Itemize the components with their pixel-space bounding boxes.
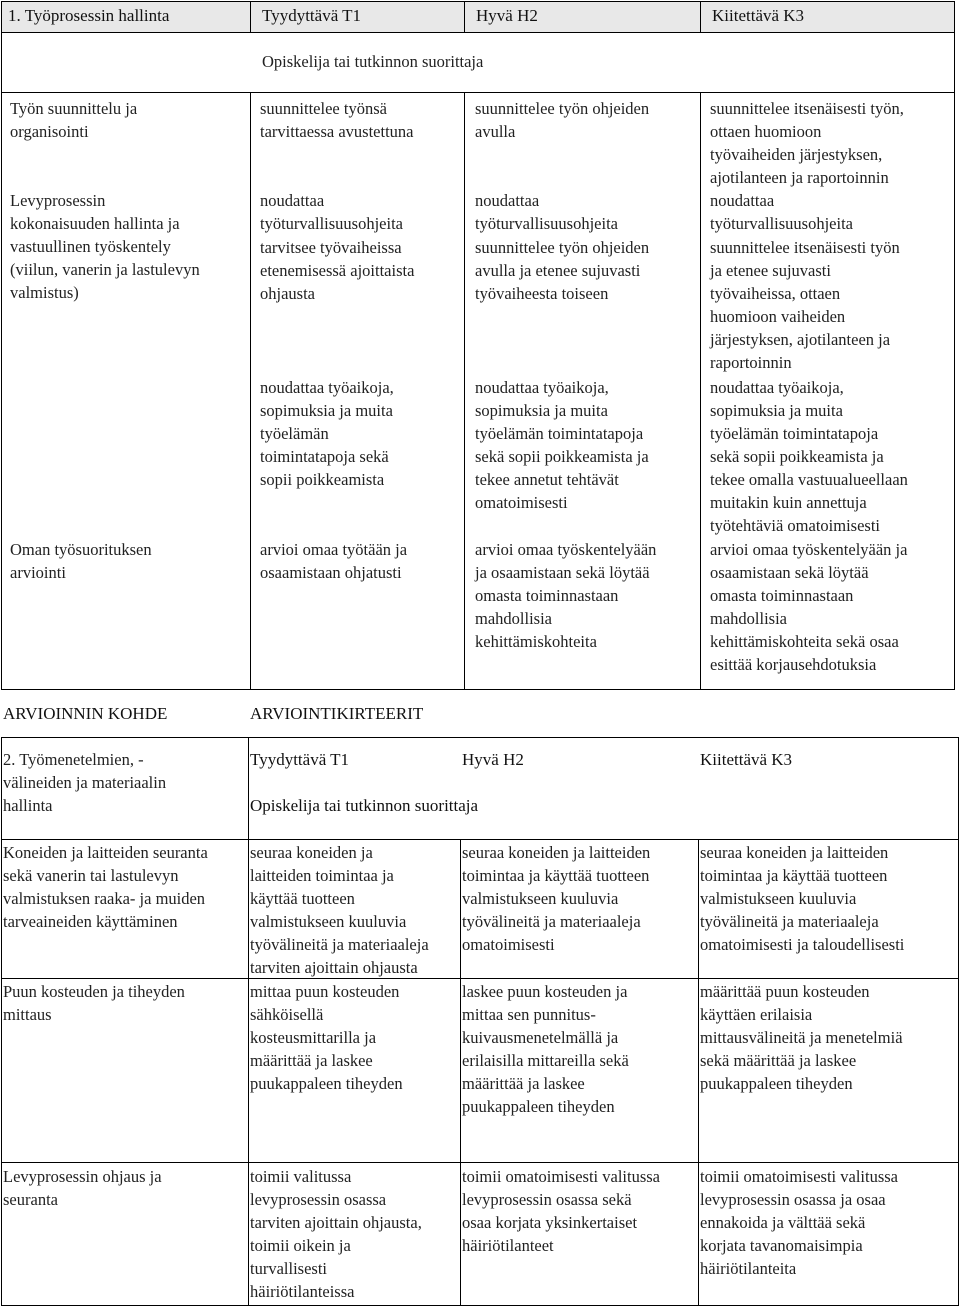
table2-row1-t1: seuraa koneiden ja laitteiden toimintaa ja käyttää tuotteen valmistukseen kuuluvia työvälineitä ja materiaaleja tarviten ajoittain ohjausta	[250, 843, 429, 977]
table1-header-h2: Hyvä H2	[476, 6, 538, 25]
table2-row3-k3: toimii omatoimisesti valitussa levyprosessin osassa ja osaa ennakoida ja välttää sekä korjata tavanomaisimpia häiriötilanteita	[700, 1167, 898, 1278]
table2-header-t1: Tyydyttävä T1	[250, 750, 350, 769]
table1-row2-h2-worktime: noudattaa työaikoja, sopimuksia ja muita työelämän toimintatapoja sekä sopii poikkeamista ja tekee annetut tehtävät omatoimisesti	[475, 378, 649, 512]
table2-row2-target: Puun kosteuden ja tiheyden mittaus	[3, 982, 185, 1024]
table1-row2-t1-worktime: noudattaa työaikoja, sopimuksia ja muita työelämän toimintatapoja sekä sopii poikkeamista	[260, 378, 394, 489]
table2-subheader: Opiskelija tai tutkinnon suorittaja	[250, 796, 479, 815]
table1-border-left	[1, 1, 2, 690]
table1-divider-1b	[250, 92, 251, 690]
table1-row2-t1-progress: tarvitsee työvaiheissa etenemisessä ajoittaista ohjausta	[260, 238, 415, 303]
table1-divider-1	[250, 1, 251, 33]
table2-border-row2-bottom	[1, 1162, 959, 1163]
table1-row2-k3-safety: noudattaa työturvallisuusohjeita	[710, 191, 853, 233]
table2-row2-t1: mittaa puun kosteuden sähköisellä kosteusmittarilla ja määrittää ja laskee puukappaleen tiheyden	[250, 982, 403, 1093]
table2-border-bottom	[1, 1305, 959, 1306]
table1-row3-t1: arvioi omaa työtään ja osaamistaan ohjatusti	[260, 540, 408, 582]
table2-divider-1	[248, 737, 249, 1306]
table1-divider-3	[700, 1, 701, 33]
table2-divider-2	[460, 839, 461, 1306]
table2-border-right	[958, 737, 959, 1306]
table2-border-top	[1, 737, 959, 738]
table2-row3-h2: toimii omatoimisesti valitussa levyprosessin osassa sekä osaa korjata yksinkertaiset häiriötilanteet	[462, 1167, 660, 1255]
table1-row1-target: Työn suunnittelu ja organisointi	[10, 99, 138, 141]
table1-row3-target: Oman työsuorituksen arviointi	[10, 540, 152, 582]
table1-header-t1: Tyydyttävä T1	[262, 6, 362, 25]
table1-divider-3b	[700, 92, 701, 690]
table1-border-title-bottom	[1, 32, 954, 33]
table1-header-k3: Kiitettävä K3	[712, 6, 805, 25]
table1-row2-h2-progress: suunnittelee työn ohjeiden avulla ja etenee sujuvasti työvaiheesta toiseen	[475, 238, 650, 303]
table1-subheader: Opiskelija tai tutkinnon suorittaja	[262, 52, 484, 71]
table2-section-title: 2. Työmenetelmien, - välineiden ja materiaalin hallinta	[3, 750, 167, 815]
table1-row3-k3: arvioi omaa työskentelyään ja osaamistaan sekä löytää omasta toiminnastaan mahdollisia kehittämiskohteita sekä osaa esittää korjausehdotuksia	[710, 540, 908, 674]
assessment-criteria-label: ARVIOINTIKIRTEERIT	[250, 704, 424, 723]
table1-divider-2	[464, 1, 465, 33]
table2-row1-target: Koneiden ja laitteiden seuranta sekä vanerin tai lastulevyn valmistuksen raaka- ja muiden tarveaineiden käyttäminen	[3, 843, 208, 931]
table1-row2-k3-worktime: noudattaa työaikoja, sopimuksia ja muita työelämän toimintatapoja sekä sopii poikkeamista ja tekee omalla vastuualueellaan muitakin kuin annettuja työtehtäviä omatoimisesti	[710, 378, 908, 535]
table1-border-subheader-bottom	[1, 92, 954, 93]
table1-row2-target: Levyprosessin kokonaisuuden hallinta ja vastuullinen työskentely (viilun, vanerin ja lastulevyn valmistus)	[10, 191, 200, 302]
table2-row1-h2: seuraa koneiden ja laitteiden toimintaa ja käyttää tuotteen valmistukseen kuuluvia työvälineitä ja materiaaleja omatoimisesti	[462, 843, 651, 954]
table1-row2-h2-safety: noudattaa työturvallisuusohjeita	[475, 191, 618, 233]
table1-divider-2b	[464, 92, 465, 690]
table1-row1-h2: suunnittelee työn ohjeiden avulla	[475, 99, 650, 141]
table1-section-title: 1. Työprosessin hallinta	[8, 6, 170, 25]
table2-row3-target: Levyprosessin ohjaus ja seuranta	[3, 1167, 162, 1209]
table2-border-left	[1, 737, 2, 1306]
table1-border-right	[954, 1, 955, 690]
table2-border-header-bottom	[1, 839, 959, 840]
table1-border-bottom	[1, 689, 954, 690]
table2-row3-t1: toimii valitussa levyprosessin osassa tarviten ajoittain ohjausta, toimii oikein ja turvallisesti häiriötilanteissa	[250, 1167, 422, 1301]
table1-border-top	[1, 1, 954, 2]
table1-row1-k3: suunnittelee itsenäisesti työn, ottaen huomioon työvaiheiden järjestyksen, ajotilanteen ja raportoinnin	[710, 99, 904, 187]
table2-border-row1-bottom	[1, 978, 959, 979]
table2-row2-h2: laskee puun kosteuden ja mittaa sen punnitus- kuivausmenetelmällä ja erilaisilla mittareilla sekä määrittää ja laskee puukappaleen tiheyden	[462, 982, 629, 1116]
table2-divider-3	[698, 839, 699, 1306]
table2-header-k3: Kiitettävä K3	[700, 750, 793, 769]
table1-row2-t1-safety: noudattaa työturvallisuusohjeita	[260, 191, 403, 233]
table2-row1-k3: seuraa koneiden ja laitteiden toimintaa ja käyttää tuotteen valmistukseen kuuluvia työvälineitä ja materiaaleja omatoimisesti ja taloudellisesti	[700, 843, 905, 954]
table2-row2-k3: määrittää puun kosteuden käyttäen erilaisia mittausvälineitä ja menetelmiä sekä määrittää ja laskee puukappaleen tiheyden	[700, 982, 903, 1093]
table1-row2-k3-progress: suunnittelee itsenäisesti työn ja etenee sujuvasti työvaiheissa, ottaen huomioon vaiheiden järjestyksen, ajotilanteen ja raportoinnin	[710, 238, 900, 372]
assessment-target-label: ARVIOINNIN KOHDE	[3, 704, 168, 723]
table2-header-h2: Hyvä H2	[462, 750, 524, 769]
table1-row1-t1: suunnittelee työnsä tarvittaessa avustettuna	[260, 99, 414, 141]
table1-row3-h2: arvioi omaa työskentelyään ja osaamistaan sekä löytää omasta toiminnastaan mahdollisia kehittämiskohteita	[475, 540, 657, 651]
